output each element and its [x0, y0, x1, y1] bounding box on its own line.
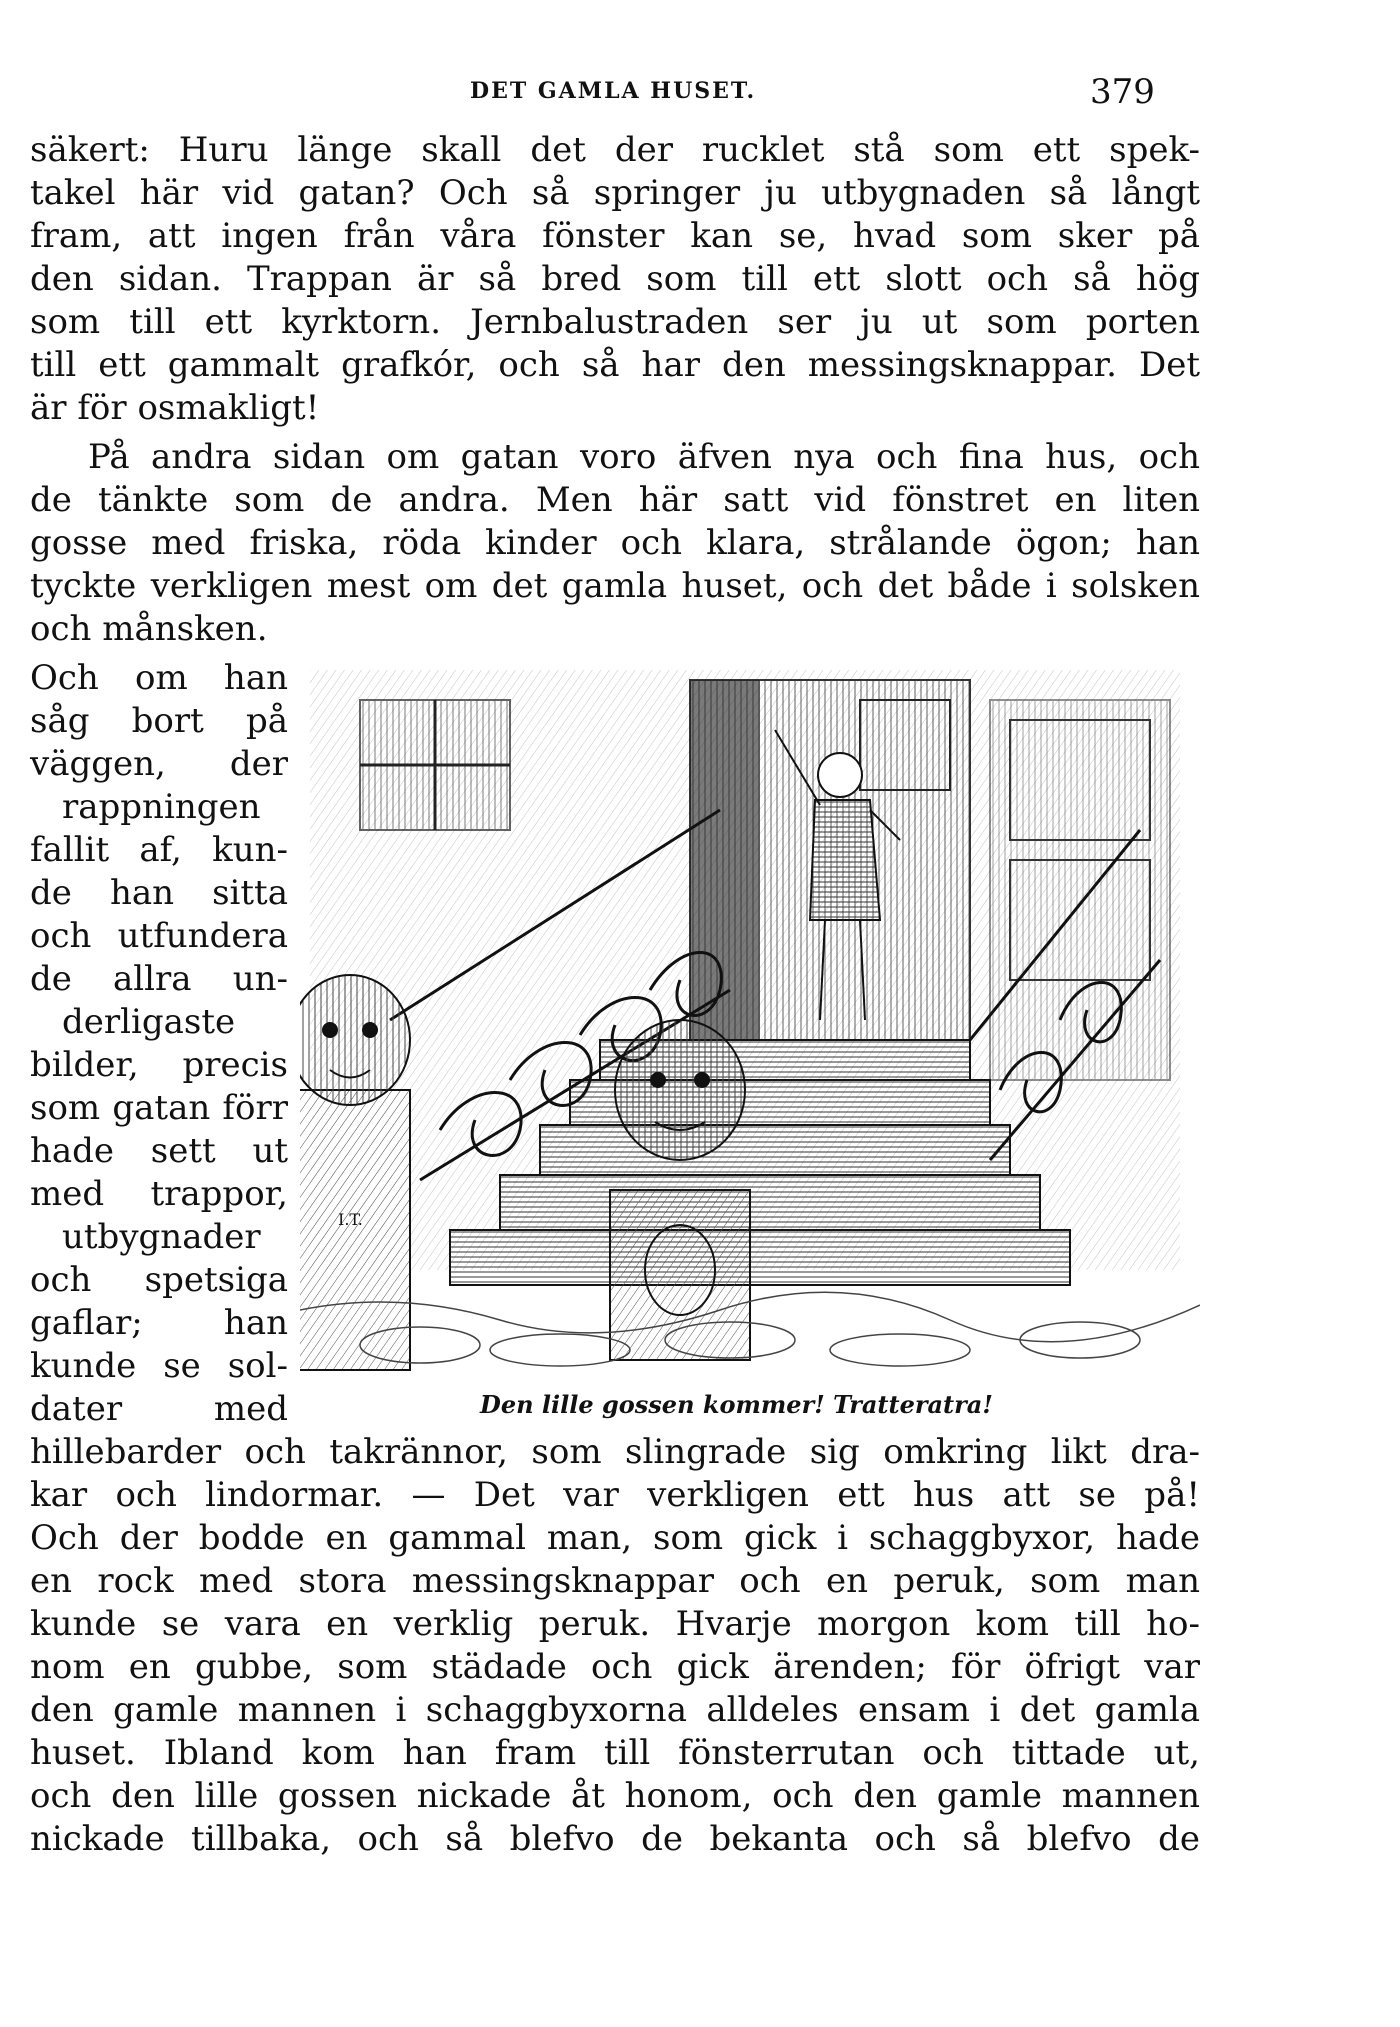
text-line: den sidan. Trappan är så bred som till ett slott och så hög: [30, 259, 1200, 299]
side-text-line: och utfundera: [30, 916, 288, 956]
engraver-signature: I.T.: [338, 1210, 363, 1229]
text-line: takel här vid gatan? Och så springer ju utbygnaden så långt: [30, 173, 1200, 213]
figure-caption: Den lille gossen kommer! Tratteratra!: [480, 1390, 993, 1419]
text-line: fram, att ingen från våra fönster kan se, hvad som sker på: [30, 216, 1200, 256]
side-text-line: de allra un-: [30, 959, 288, 999]
text-line: På andra sidan om gatan voro äfven nya och fina hus, och: [88, 437, 1200, 477]
text-line: huset. Ibland kom han fram till fönsterrutan och tittade ut,: [30, 1733, 1200, 1773]
text-line: och den lille gossen nickade åt honom, och den gamle mannen: [30, 1776, 1200, 1816]
running-head: DET GAMLA HUSET.: [470, 78, 757, 104]
side-text-line: gaflar; han: [30, 1303, 288, 1343]
text-line: de tänkte som de andra. Men här satt vid fönstret en liten: [30, 480, 1200, 520]
side-text-line: hade sett ut: [30, 1131, 288, 1171]
side-text-line: de han sitta: [30, 873, 288, 913]
text-line: nom en gubbe, som städade och gick ärenden; för öfrigt var: [30, 1647, 1200, 1687]
side-text-line: bilder, precis: [30, 1045, 288, 1085]
text-line: gosse med friska, röda kinder och klara, strålande ögon; han: [30, 523, 1200, 563]
side-text-line: fallit af, kun-: [30, 830, 288, 870]
side-text-line: Och om han: [30, 658, 288, 698]
text-line: och månsken.: [30, 609, 268, 649]
text-line: tyckte verkligen mest om det gamla huset, och det både i solsken: [30, 566, 1200, 606]
side-text-line: såg bort på: [30, 701, 288, 741]
text-line: till ett gammalt grafkór, och så har den messingsknappar. Det: [30, 345, 1200, 385]
side-text-line: rappningen: [62, 787, 261, 827]
text-line: är för osmakligt!: [30, 388, 320, 428]
text-line: som till ett kyrktorn. Jernbalustraden ser ju ut som porten: [30, 302, 1200, 342]
text-line: Och der bodde en gammal man, som gick i schaggbyxor, hade: [30, 1518, 1200, 1558]
page-number: 379: [1090, 72, 1155, 112]
text-line: nickade tillbaka, och så blefvo de bekanta och så blefvo de: [30, 1819, 1200, 1859]
side-text-line: och spetsiga: [30, 1260, 288, 1300]
side-text-line: med trappor,: [30, 1174, 288, 1214]
text-line: kar och lindormar. — Det var verkligen ett hus att se på!: [30, 1475, 1200, 1515]
text-line: kunde se vara en verklig peruk. Hvarje morgon kom till ho-: [30, 1604, 1200, 1644]
side-text-line: utbygnader: [62, 1217, 261, 1257]
side-text-line: väggen, der: [30, 744, 288, 784]
page-header: [0, 72, 1400, 122]
text-line: säkert: Huru länge skall det der rucklet stå som ett spek-: [30, 130, 1200, 170]
staircase-engraving: [300, 660, 1200, 1380]
side-text-line: derligaste: [62, 1002, 236, 1042]
text-line: den gamle mannen i schaggbyxorna alldeles ensam i det gamla: [30, 1690, 1200, 1730]
side-text-line: kunde se sol-: [30, 1346, 288, 1386]
side-text-line: dater med: [30, 1389, 288, 1429]
side-text-line: som gatan förr: [30, 1088, 288, 1128]
text-line: en rock med stora messingsknappar och en peruk, som man: [30, 1561, 1200, 1601]
text-line: hillebarder och takrännor, som slingrade sig omkring likt dra-: [30, 1432, 1200, 1472]
engraving-illustration: [300, 660, 1200, 1380]
